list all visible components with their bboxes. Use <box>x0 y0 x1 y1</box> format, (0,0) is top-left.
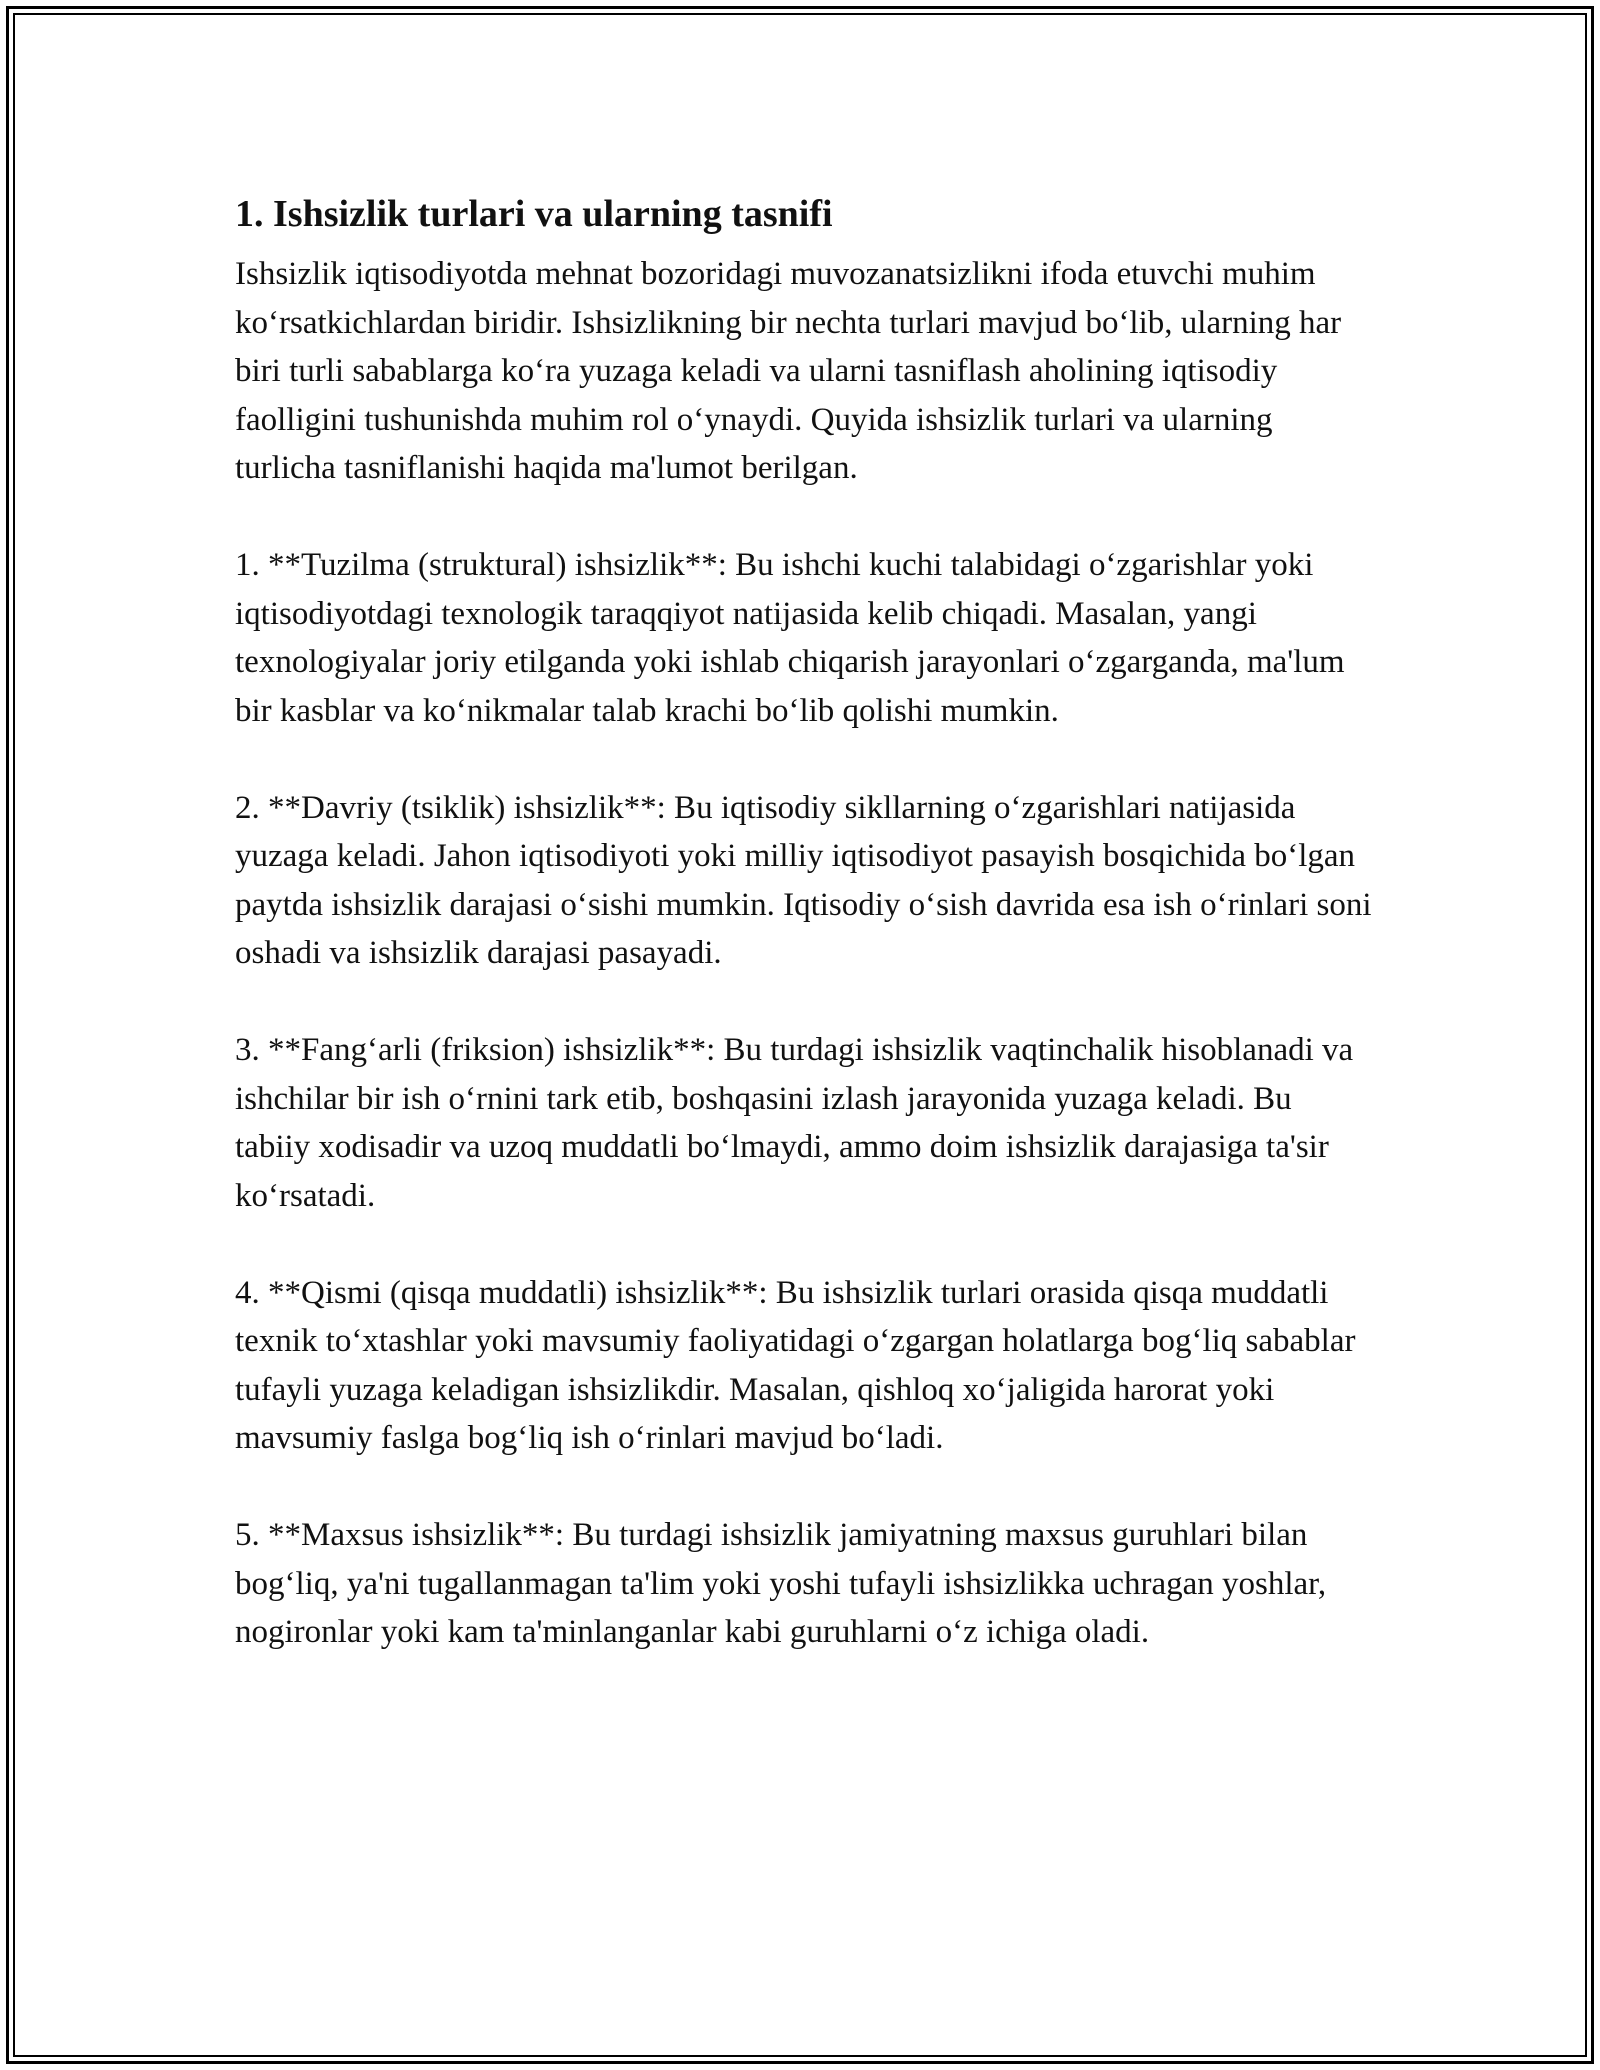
paragraph-cyclical-unemployment: 2. **Davriy (tsiklik) ishsizlik**: Bu iqtisodiy sikllarning o‘zgarishlari natijasida yuzaga keladi. Jahon iqtisodiyoti yoki milliy iqtisodiyot pasayish bosqichida bo‘lgan paytda ishsizlik darajasi o‘sishi mumkin. Iqtisodiy o‘sish davrida esa ish o‘rinlari soni oshadi va ishsizlik darajasi pasayadi. <box>235 789 1372 971</box>
paragraph-structural-unemployment: 1. **Tuzilma (struktural) ishsizlik**: Bu ishchi kuchi talabidagi o‘zgarishlar yoki iqtisodiyotdagi texnologik taraqqiyot natijasida kelib chiqadi. Masalan, yangi texnologiyalar joriy etilganda yoki ishlab chiqarish jarayonlari o‘zgarganda, ma'lum bir kasblar va ko‘nikmalar talab krachi bo‘lib qolishi mumkin. <box>235 547 1345 729</box>
paragraph-special-unemployment: 5. **Maxsus ishsizlik**: Bu turdagi ishsizlik jamiyatning maxsus guruhlari bilan bog‘liq, ya'ni tugallanmagan ta'lim yoki yoshi tufayli ishsizlikka uchragan yoshlar, nogironlar yoki kam ta'minlanganlar kabi guruhlarni o‘z ichiga oladi. <box>235 1517 1327 1650</box>
paragraph-frictional-unemployment: 3. **Fang‘arli (friksion) ishsizlik**: Bu turdagi ishsizlik vaqtinchalik hisoblanadi va ishchilar bir ish o‘rnini tark etib, boshqasini izlash jarayonida yuzaga keladi. Bu tabiiy xodisadir va uzoq muddatli bo‘lmaydi, ammo doim ishsizlik darajasiga ta'sir ko‘rsatadi. <box>235 1032 1354 1214</box>
document-body <box>235 186 1375 1705</box>
intro-paragraph: Ishsizlik iqtisodiyotda mehnat bozoridagi muvozanatsizlikni ifoda etuvchi muhim ko‘rsatkichlardan biridir. Ishsizlikning bir nechta turlari mavjud bo‘lib, ularning har biri turli sabablarga ko‘ra yuzaga keladi va ularni tasniflash aholining iqtisodiy faolligini tushunishda muhim rol o‘ynaydi. Quyida ishsizlik turlari va ularning turlicha tasniflanishi haqida ma'lumot berilgan. <box>235 256 1342 486</box>
paragraph-short-term-unemployment: 4. **Qismi (qisqa muddatli) ishsizlik**: Bu ishsizlik turlari orasida qisqa muddatli texnik to‘xtashlar yoki mavsumiy faoliyatidagi o‘zgargan holatlarga bog‘liq sabablar tufayli yuzaga keladigan ishsizlikdir. Masalan, qishloq xo‘jaligida harorat yoki mavsumiy faslga bog‘liq ish o‘rinlari mavjud bo‘ladi. <box>235 1274 1356 1456</box>
section-heading: 1. Ishsizlik turlari va ularning tasnifi <box>235 193 833 235</box>
